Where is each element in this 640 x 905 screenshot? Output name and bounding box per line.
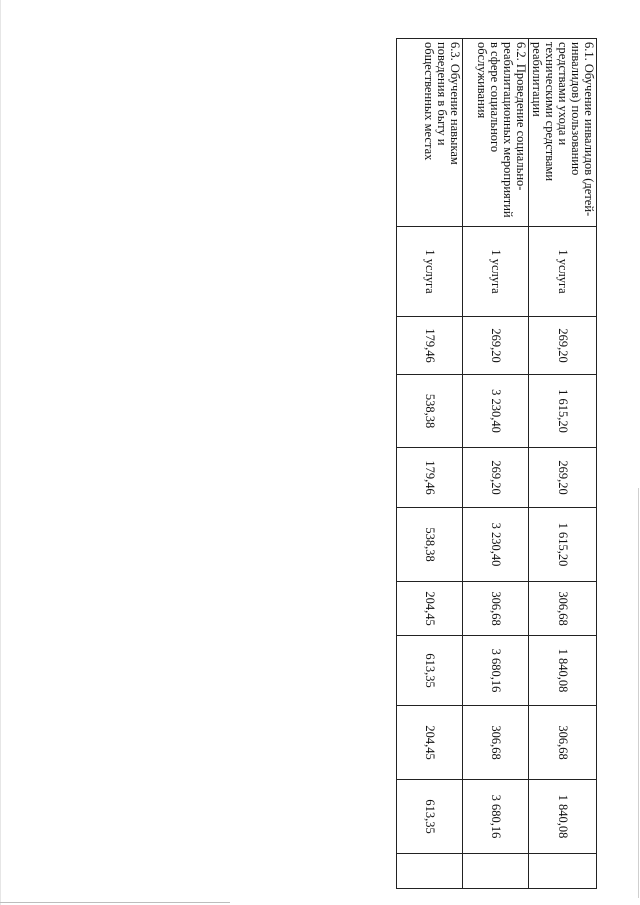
table-row: [463, 39, 529, 889]
rotated-table-container: [397, 38, 597, 888]
value-cell: 613,35: [397, 636, 463, 706]
value-cell: 269,20: [463, 317, 529, 375]
value-cell: 269,20: [529, 317, 597, 375]
value-cell: 306,68: [463, 582, 529, 636]
value-cell: 3 680,16: [463, 780, 529, 854]
value-cell: [463, 854, 529, 889]
value-cell: 306,68: [463, 706, 529, 780]
value-cell: 1 840,08: [529, 780, 597, 854]
unit-cell: 1 услуга: [397, 227, 463, 317]
value-cell: 179,46: [397, 317, 463, 375]
value-cell: 538,38: [397, 375, 463, 448]
tariff-table: [396, 38, 597, 889]
value-cell: 3 230,40: [463, 508, 529, 582]
value-cell: 179,46: [397, 448, 463, 508]
value-cell: [397, 854, 463, 889]
value-cell: 204,45: [397, 706, 463, 780]
value-cell: 269,20: [463, 448, 529, 508]
value-cell: 538,38: [397, 508, 463, 582]
scan-edge: [638, 488, 639, 898]
value-cell: 1 840,08: [529, 636, 597, 706]
value-cell: 1 615,20: [529, 508, 597, 582]
value-cell: 204,45: [397, 582, 463, 636]
value-cell: [529, 854, 597, 889]
value-cell: 269,20: [529, 448, 597, 508]
value-cell: 3 230,40: [463, 375, 529, 448]
unit-cell: 1 услуга: [463, 227, 529, 317]
table-row: [529, 39, 597, 889]
value-cell: 613,35: [397, 780, 463, 854]
value-cell: 1 615,20: [529, 375, 597, 448]
service-name-cell: 6.3. Обучение навыкам поведения в быту и общественных местах: [397, 39, 463, 227]
unit-cell: 1 услуга: [529, 227, 597, 317]
table-row: [397, 39, 463, 889]
service-name-cell: 6.1. Обучение инвалидов (детей-инвалидов) пользованию средствами ухода и техническими средствами реабилитации: [529, 39, 597, 227]
value-cell: 306,68: [529, 706, 597, 780]
value-cell: 306,68: [529, 582, 597, 636]
service-name-cell: 6.2. Проведение социально-реабилитационных мероприятий в сфере социального обслуживания: [463, 39, 529, 227]
scan-edge: [0, 902, 230, 903]
scan-edge: [0, 0, 1, 905]
value-cell: 3 680,16: [463, 636, 529, 706]
